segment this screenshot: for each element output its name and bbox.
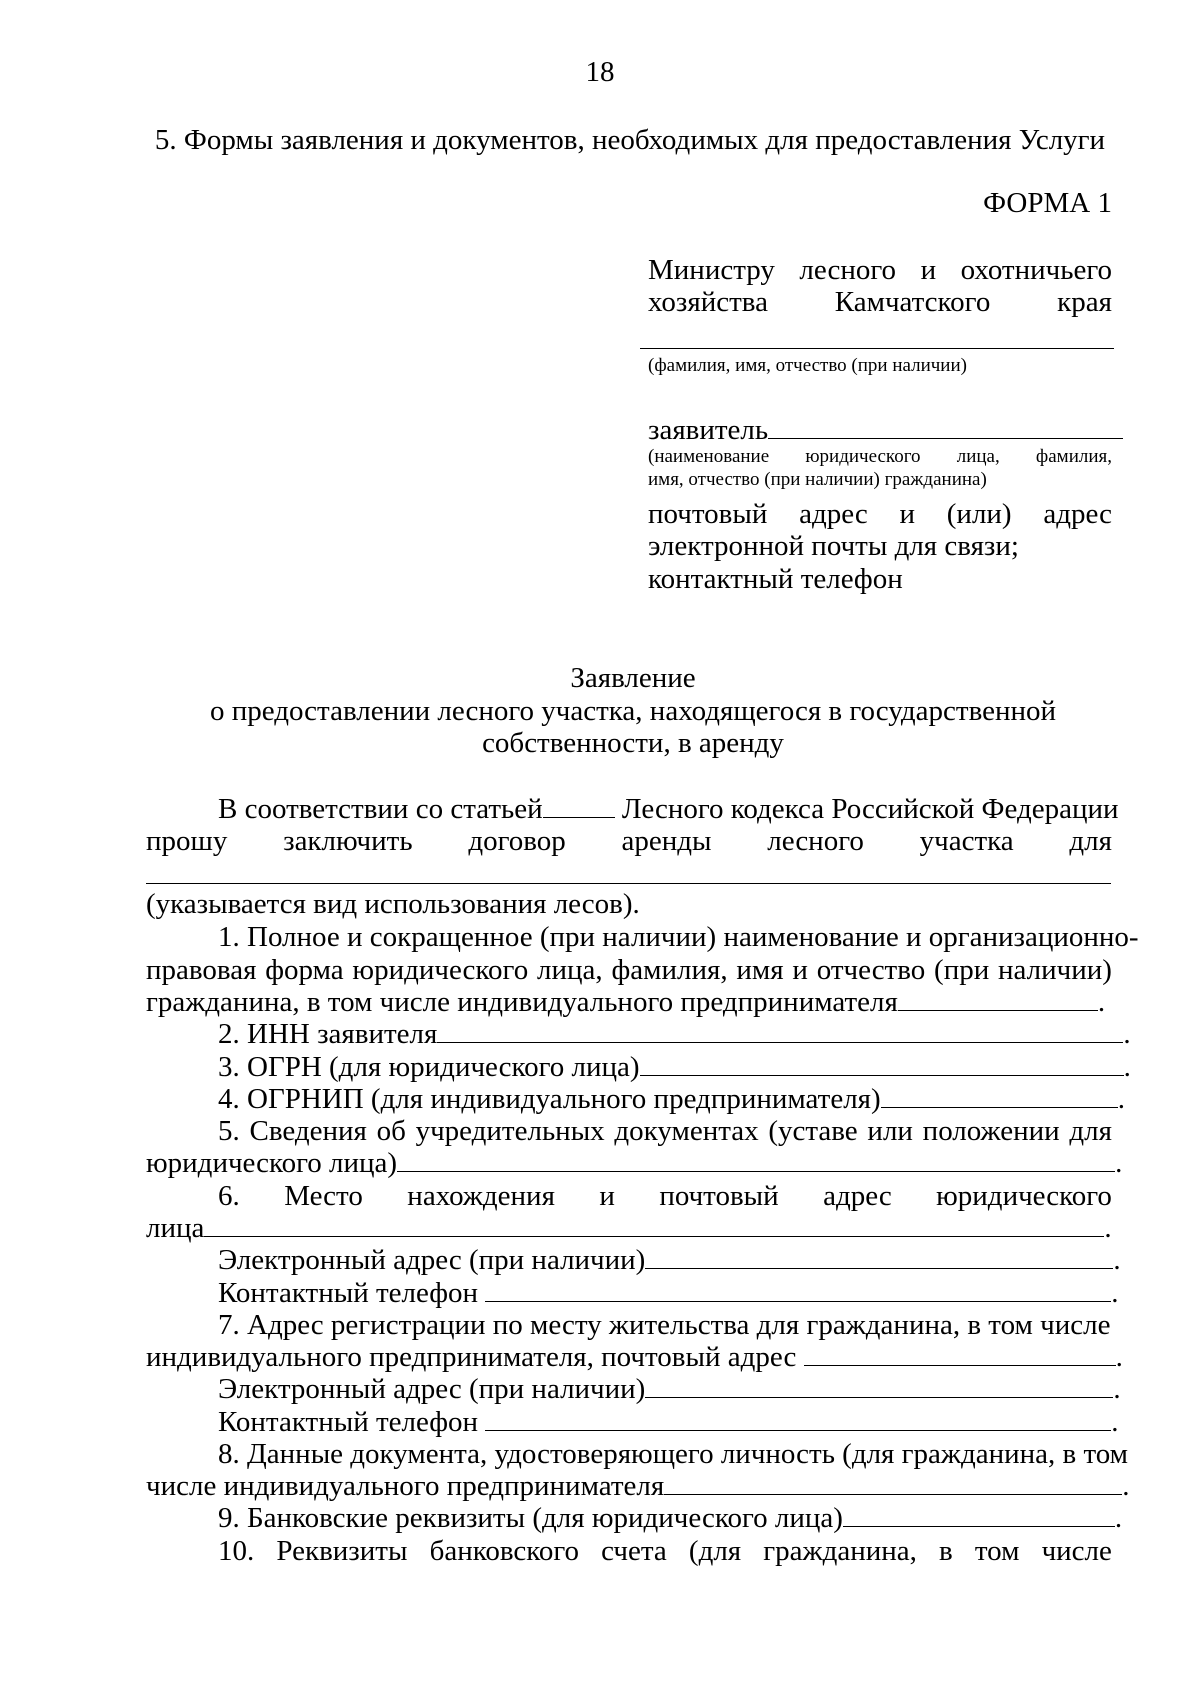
- item1-line1: 1. Полное и сокращенное (при наличии) наименование и организационно-: [218, 921, 1139, 953]
- applicant-name-blank[interactable]: [898, 986, 1098, 1011]
- intro-text-a: В соответствии со статьей: [218, 793, 543, 825]
- inn-label: 2. ИНН заявителя: [218, 1018, 438, 1050]
- item2-line: [218, 1018, 1131, 1050]
- item5-text: юридического лица): [146, 1147, 398, 1179]
- fio-blank[interactable]: [640, 348, 1114, 349]
- period: .: [1122, 1470, 1130, 1502]
- item5-word: для: [1069, 1115, 1112, 1147]
- item1-word: юридического: [352, 954, 529, 986]
- item6-text: лица: [146, 1212, 205, 1244]
- hint-word: лица,: [956, 446, 1000, 467]
- postal-word: адрес: [799, 498, 868, 530]
- applicant-label: заявитель: [648, 414, 769, 446]
- period: .: [1104, 1212, 1112, 1244]
- request-word: для: [1069, 825, 1112, 857]
- addressee-word: охотничьего: [960, 254, 1112, 286]
- period: .: [1123, 1018, 1131, 1050]
- phone-label: Контактный телефон: [218, 1277, 479, 1309]
- postal-word: адрес: [1043, 498, 1112, 530]
- request-word: лесного: [767, 825, 864, 857]
- postal-word: почтовый: [648, 498, 768, 530]
- item7-text: индивидуального предпринимателя, почтовый адрес: [146, 1341, 797, 1373]
- period: .: [1115, 1147, 1123, 1179]
- period: .: [1113, 1373, 1121, 1405]
- item1-word: (при: [934, 954, 990, 986]
- period: .: [1123, 1051, 1131, 1083]
- forest-use-blank[interactable]: [146, 883, 1111, 884]
- item1-line3: [146, 986, 1105, 1018]
- request-word: участка: [919, 825, 1014, 857]
- bank-label: 9. Банковские реквизиты (для юридического лица): [218, 1502, 843, 1534]
- applicant-hint-line2: имя, отчество (при наличии) гражданина): [648, 469, 987, 490]
- fio-hint: (фамилия, имя, отчество (при наличии): [648, 355, 967, 376]
- intro-line: [218, 793, 1119, 825]
- section-title: 5. Формы заявления и документов, необходимых для предоставления Услуги: [154, 124, 1106, 156]
- article-blank[interactable]: [543, 793, 615, 818]
- ogrn-label: 3. ОГРН (для юридического лица): [218, 1051, 640, 1083]
- ogrn-blank[interactable]: [640, 1051, 1124, 1076]
- item5-word: или: [867, 1115, 913, 1147]
- item5-word: Сведения: [249, 1115, 367, 1147]
- period: .: [1115, 1341, 1123, 1373]
- email-line: электронной почты для связи;: [648, 530, 1019, 562]
- request-word: аренды: [621, 825, 712, 857]
- item7-email-line: [218, 1373, 1121, 1405]
- item5-word: положении: [922, 1115, 1060, 1147]
- item10-word: гражданина,: [763, 1535, 917, 1567]
- item1-word: фамилия,: [611, 954, 728, 986]
- item5-line2: [146, 1147, 1122, 1179]
- doc-subtitle-line1: о предоставлении лесного участка, находящегося в государственной: [209, 695, 1057, 727]
- addressee-word: хозяйства: [648, 286, 768, 318]
- item6-email-line: [218, 1244, 1121, 1276]
- item5-word: учредительных: [415, 1115, 605, 1147]
- item9-line: [218, 1502, 1122, 1534]
- hint-word: юридического: [805, 446, 921, 467]
- email-blank[interactable]: [645, 1373, 1113, 1398]
- hint-word: фамилия,: [1035, 446, 1112, 467]
- residence-address-blank[interactable]: [804, 1341, 1116, 1366]
- item10-word: 10.: [218, 1535, 255, 1567]
- request-word: прошу: [146, 825, 228, 857]
- item10-word: в: [939, 1535, 953, 1567]
- postal-word: (или): [946, 498, 1012, 530]
- item6-word: адрес: [823, 1180, 892, 1212]
- item5-line1: [218, 1115, 1112, 1147]
- item5-word: 5.: [218, 1115, 240, 1147]
- item1-word: и: [792, 954, 808, 986]
- period: .: [1111, 1406, 1119, 1438]
- item7-line2: [146, 1341, 1123, 1373]
- addressee-word: Камчатского: [834, 286, 991, 318]
- doc-title: Заявление: [570, 662, 696, 694]
- postal-word: и: [899, 498, 915, 530]
- item6-word: юридического: [936, 1180, 1112, 1212]
- item8-line1: 8. Данные документа, удостоверяющего личность (для гражданина, в том: [218, 1438, 1129, 1470]
- phone-blank[interactable]: [485, 1406, 1111, 1431]
- legal-address-blank[interactable]: [204, 1212, 1104, 1237]
- item1-word: форма: [265, 954, 344, 986]
- applicant-row: [648, 414, 1123, 446]
- form-label: ФОРМА 1: [983, 187, 1112, 219]
- ogrnip-label: 4. ОГРНИП (для индивидуального предпринимателя): [218, 1083, 881, 1115]
- email-label: Электронный адрес (при наличии): [218, 1373, 646, 1405]
- item6-line2: [146, 1212, 1112, 1244]
- addressee-word: и: [920, 254, 937, 286]
- page-number: 18: [585, 56, 615, 88]
- addressee-word: Министру: [648, 254, 775, 286]
- item6-line1: [218, 1180, 1112, 1212]
- period: .: [1113, 1244, 1121, 1276]
- request-line: [146, 825, 1112, 857]
- item10-word: счета: [601, 1535, 667, 1567]
- item5-word: об: [376, 1115, 406, 1147]
- item7-phone-line: [218, 1406, 1119, 1438]
- applicant-hint-line1: [648, 446, 1112, 468]
- period: .: [1114, 1502, 1123, 1534]
- ogrnip-blank[interactable]: [881, 1083, 1118, 1108]
- item6-word: 6.: [218, 1180, 240, 1212]
- item3-line: [218, 1051, 1131, 1083]
- addressee-line2: [648, 286, 1112, 318]
- item1-text: гражданина, в том числе индивидуального предпринимателя: [146, 986, 898, 1018]
- email-blank[interactable]: [645, 1244, 1113, 1269]
- hint-word: (наименование: [648, 446, 770, 467]
- item5-word: (уставе: [768, 1115, 858, 1147]
- item1-word: имя: [736, 954, 784, 986]
- postal-line: [648, 498, 1112, 530]
- period: .: [1111, 1277, 1119, 1309]
- period: .: [1097, 986, 1106, 1018]
- applicant-blank[interactable]: [768, 414, 1123, 439]
- item8-text: числе индивидуального предпринимателя: [146, 1470, 665, 1502]
- item10-line1: [218, 1535, 1112, 1567]
- period: .: [1117, 1083, 1125, 1115]
- item10-word: Реквизиты: [276, 1535, 408, 1567]
- doc-subtitle-line2: собственности, в аренду: [482, 727, 784, 759]
- item10-word: числе: [1041, 1535, 1112, 1567]
- addressee-word: лесного: [799, 254, 897, 286]
- request-word: заключить: [283, 825, 413, 857]
- bank-details-blank[interactable]: [843, 1502, 1115, 1527]
- item6-word: нахождения: [407, 1180, 555, 1212]
- item4-line: [218, 1083, 1125, 1115]
- item6-word: почтовый: [659, 1180, 779, 1212]
- item1-word: правовая: [146, 954, 257, 986]
- item1-word: лица,: [537, 954, 603, 986]
- item6-phone-line: [218, 1277, 1119, 1309]
- phone-line: контактный телефон: [648, 563, 903, 595]
- intro-text-b: Лесного кодекса Российской Федерации: [621, 793, 1119, 825]
- item7-line1: 7. Адрес регистрации по месту жительства для гражданина, в том числе: [218, 1309, 1111, 1341]
- item1-word: отчество: [816, 954, 926, 986]
- item6-word: и: [599, 1180, 615, 1212]
- item5-word: документах: [614, 1115, 759, 1147]
- request-word: договор: [468, 825, 566, 857]
- phone-blank[interactable]: [485, 1277, 1111, 1302]
- inn-blank[interactable]: [437, 1018, 1123, 1043]
- item10-word: банковского: [429, 1535, 580, 1567]
- addressee-word: края: [1057, 286, 1112, 318]
- phone-label: Контактный телефон: [218, 1406, 479, 1438]
- use-hint: (указывается вид использования лесов).: [146, 888, 640, 920]
- item6-word: Место: [284, 1180, 363, 1212]
- item1-word: наличии): [998, 954, 1112, 986]
- item1-line2: [146, 954, 1112, 986]
- charter-blank[interactable]: [397, 1147, 1115, 1172]
- email-label: Электронный адрес (при наличии): [218, 1244, 646, 1276]
- item10-word: (для: [688, 1535, 742, 1567]
- item8-line2: [146, 1470, 1129, 1502]
- addressee-line1: [648, 254, 1112, 286]
- item10-word: том: [974, 1535, 1020, 1567]
- identity-doc-blank[interactable]: [664, 1470, 1122, 1495]
